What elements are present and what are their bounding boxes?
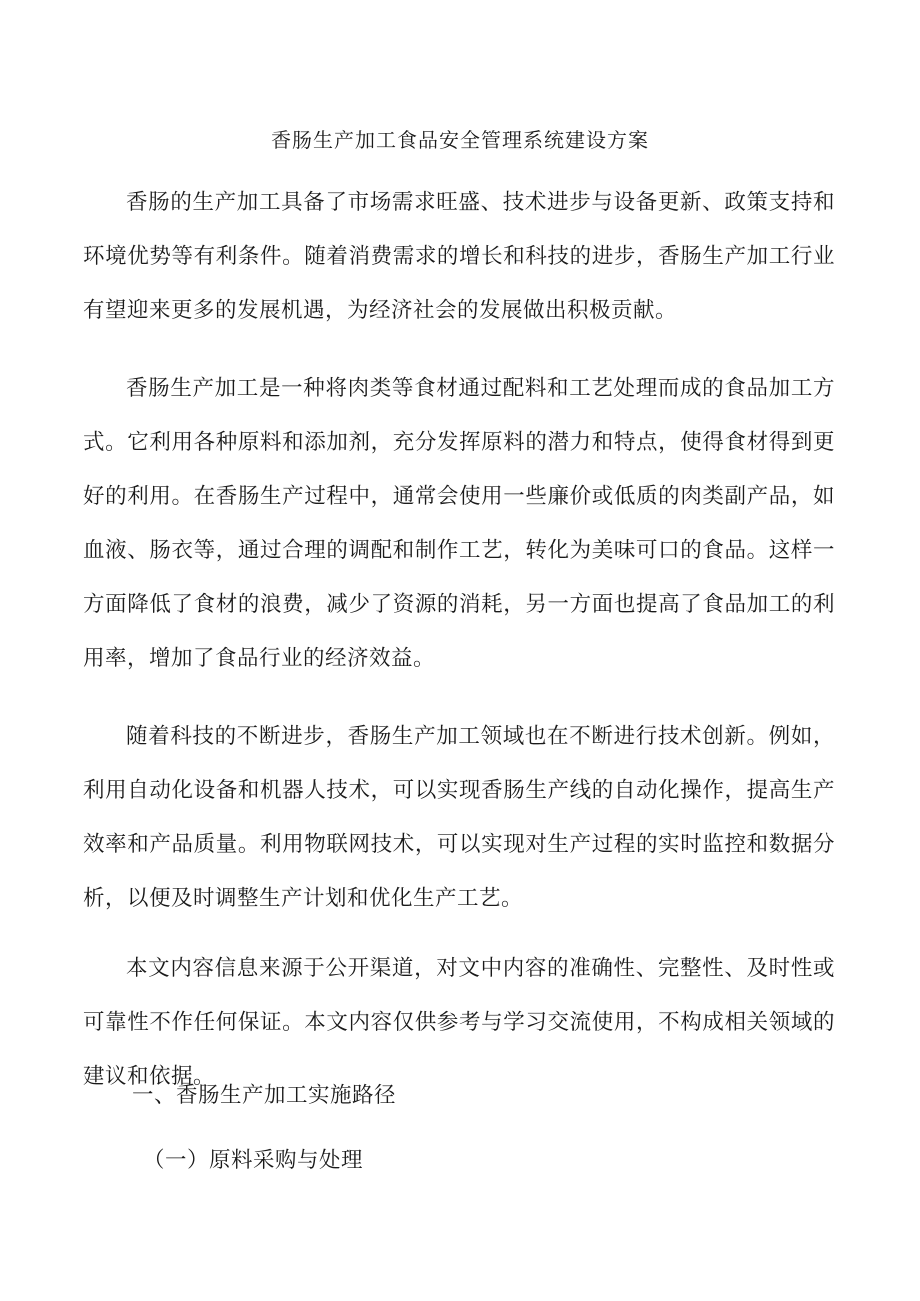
document-title: 香肠生产加工食品安全管理系统建设方案 [271,128,649,152]
subsection-heading: （一）原料采购与处理 [143,1148,364,1173]
paragraph-definition: 香肠生产加工是一种将肉类等食材通过配料和工艺处理而成的食品加工方式。它利用各种原料和添加剂，充分发挥原料的潜力和特点，使得食材得到更好的利用。在香肠生产过程中，通常会使用一些廉价或低质的肉类副产品，如血液、肠衣等，通过合理的调配和制作工艺，转化为美味可口的食品。这样一方面降低了食材的浪费，减少了资源的消耗，另一方面也提高了食品加工的利用率，增加了食品行业的经济效益。 [83,376,835,671]
document-body [83,176,835,1120]
section-heading: 一、香肠生产加工实施路径 [132,1083,397,1108]
paragraph-technology: 随着科技的不断进步，香肠生产加工领域也在不断进行技术创新。例如，利用自动化设备和机器人技术，可以实现香肠生产线的自动化操作，提高生产效率和产品质量。利用物联网技术，可以实现对生产过程的实时监控和数据分析，以便及时调整生产计划和优化生产工艺。 [83,724,835,911]
paragraph-intro: 香肠的生产加工具备了市场需求旺盛、技术进步与设备更新、政策支持和环境优势等有利条件。随着消费需求的增长和科技的进步，香肠生产加工行业有望迎来更多的发展机遇，为经济社会的发展做出积极贡献。 [83,190,835,323]
paragraph-disclaimer: 本文内容信息来源于公开渠道，对文中内容的准确性、完整性、及时性或可靠性不作任何保证。本文内容仅供参考与学习交流使用，不构成相关领域的建议和依据。 [83,956,835,1089]
